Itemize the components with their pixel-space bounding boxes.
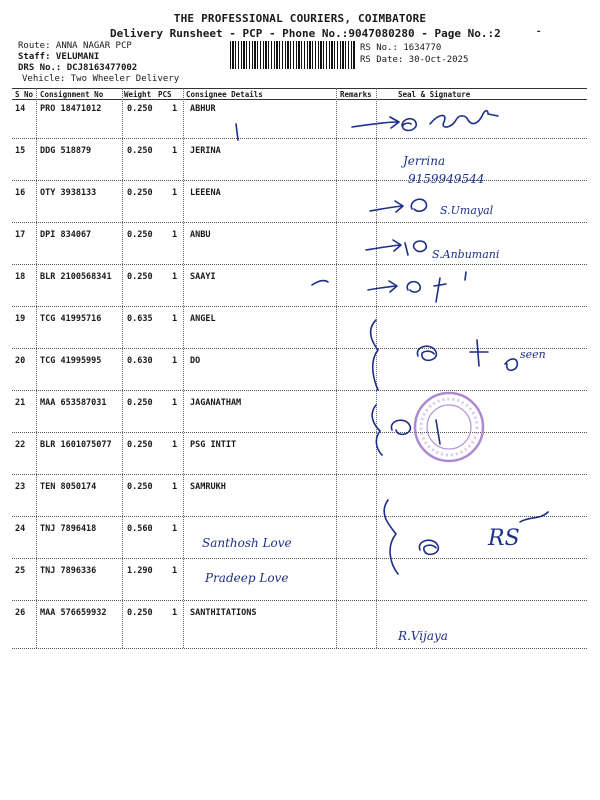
cell-weight: 0.635 bbox=[127, 314, 153, 324]
cell-consignment: PRO 18471012 bbox=[40, 104, 102, 114]
cell-consignee: SANTHITATIONS bbox=[190, 608, 257, 618]
cell-consignment: OTY 3938133 bbox=[40, 188, 97, 198]
cell-consignee: SAAYI bbox=[190, 272, 216, 282]
staff-label: Staff: VELUMANI bbox=[18, 52, 100, 62]
ink-sig-circle bbox=[407, 282, 420, 292]
ink-sig-loop bbox=[505, 359, 517, 370]
cell-sno: 15 bbox=[15, 146, 26, 156]
ink-sig-circle bbox=[417, 346, 436, 360]
cell-consignment: DPI 834067 bbox=[40, 230, 92, 240]
cell-consignee: ANGEL bbox=[190, 314, 216, 324]
cell-pcs: 1 bbox=[172, 440, 178, 450]
ink-sig-stroke bbox=[470, 340, 488, 366]
rs-date: RS Date: 30-Oct-2025 bbox=[360, 55, 469, 65]
cell-consignee: JAGANATHAM bbox=[190, 398, 242, 408]
cell-sno: 14 bbox=[15, 104, 26, 114]
ink-brace bbox=[384, 500, 398, 574]
vehicle-label: Vehicle: Two Wheeler Delivery bbox=[22, 74, 180, 84]
ink-tick-mark bbox=[236, 124, 238, 140]
cell-sno: 22 bbox=[15, 440, 26, 450]
ink-note: Pradeep Love bbox=[205, 571, 289, 585]
cell-weight: 0.250 bbox=[127, 398, 153, 408]
cell-consignment: TNJ 7896418 bbox=[40, 524, 97, 534]
cell-weight: 0.630 bbox=[127, 356, 153, 366]
ink-sig-name: Jerrina bbox=[403, 154, 446, 168]
ink-sig-circle bbox=[419, 540, 438, 554]
company-title: THE PROFESSIONAL COURIERS, COIMBATORE bbox=[173, 12, 427, 25]
cell-consignment: MAA 653587031 bbox=[40, 398, 107, 408]
cell-pcs: 1 bbox=[172, 566, 178, 576]
cell-consignment: DDG 518879 bbox=[40, 146, 92, 156]
cell-pcs: 1 bbox=[172, 524, 178, 534]
rs-number: RS No.: 1634770 bbox=[360, 43, 442, 53]
ink-sig-phone: 9159949544 bbox=[408, 172, 485, 186]
cell-weight: 0.560 bbox=[127, 524, 153, 534]
cell-consignment: MAA 576659932 bbox=[40, 608, 107, 618]
cell-pcs: 1 bbox=[172, 230, 178, 240]
col-header-seal-signature: Seal & Signature bbox=[398, 90, 471, 99]
drs-number: DRS No.: DCJ8163477002 bbox=[18, 63, 138, 73]
ink-sig-stroke bbox=[434, 272, 466, 302]
cell-pcs: 1 bbox=[172, 356, 178, 366]
cell-sno: 19 bbox=[15, 314, 26, 324]
cell-weight: 0.250 bbox=[127, 608, 153, 618]
cell-weight: 0.250 bbox=[127, 230, 153, 240]
cell-consignee: ABHUR bbox=[190, 104, 216, 114]
cell-sno: 17 bbox=[15, 230, 26, 240]
cell-weight: 0.250 bbox=[127, 482, 153, 492]
cell-consignment: TEN 8050174 bbox=[40, 482, 97, 492]
ink-note: Santhosh Love bbox=[202, 536, 292, 550]
ink-brace bbox=[372, 405, 382, 455]
corner-mark: - bbox=[536, 27, 542, 37]
cell-weight: 0.250 bbox=[127, 272, 153, 282]
route-label: Route: ANNA NAGAR PCP bbox=[18, 41, 132, 51]
col-header-consignee: Consignee Details bbox=[186, 90, 263, 99]
ink-sig-initials: RS bbox=[488, 526, 520, 551]
cell-sno: 21 bbox=[15, 398, 26, 408]
cell-pcs: 1 bbox=[172, 146, 178, 156]
cell-consignee: LEEENA bbox=[190, 188, 221, 198]
cell-consignment: TNJ 7896336 bbox=[40, 566, 97, 576]
cell-consignee: PSG INTIT bbox=[190, 440, 237, 450]
cell-sno: 18 bbox=[15, 272, 26, 282]
ink-sig-name: seen bbox=[520, 348, 546, 361]
cell-pcs: 1 bbox=[172, 608, 178, 618]
cell-pcs: 1 bbox=[172, 482, 178, 492]
cell-sno: 26 bbox=[15, 608, 26, 618]
cell-consignment: BLR 2100568341 bbox=[40, 272, 112, 282]
cell-weight: 0.250 bbox=[127, 104, 153, 114]
ink-sig-name: S.Anbumani bbox=[432, 248, 500, 261]
ink-arrow bbox=[370, 201, 403, 212]
ink-stroke bbox=[312, 281, 328, 285]
ink-sig-circle bbox=[391, 420, 410, 434]
ink-sig-circle bbox=[402, 119, 416, 131]
cell-pcs: 1 bbox=[172, 104, 178, 114]
cell-sno: 16 bbox=[15, 188, 26, 198]
cell-sno: 20 bbox=[15, 356, 26, 366]
cell-weight: 0.250 bbox=[127, 440, 153, 450]
ink-sig-scribble bbox=[430, 111, 498, 127]
ink-sig-name: S.Umayal bbox=[440, 204, 494, 217]
cell-sno: 23 bbox=[15, 482, 26, 492]
cell-sno: 24 bbox=[15, 524, 26, 534]
ink-arrow bbox=[368, 281, 397, 292]
runsheet-title: Delivery Runsheet - PCP - Phone No.:9047080280 - Page No.:2 bbox=[110, 27, 501, 40]
cell-consignee: SAMRUKH bbox=[190, 482, 226, 492]
cell-weight: 0.250 bbox=[127, 146, 153, 156]
cell-pcs: 1 bbox=[172, 398, 178, 408]
col-header-pcs: PCS bbox=[158, 90, 172, 99]
col-header-remarks: Remarks bbox=[340, 90, 372, 99]
cell-consignee: DO bbox=[190, 356, 201, 366]
cell-weight: 0.250 bbox=[127, 188, 153, 198]
cell-pcs: 1 bbox=[172, 188, 178, 198]
ink-arrow bbox=[352, 117, 399, 128]
ink-sig-circle bbox=[411, 199, 426, 211]
col-header-sno: S No bbox=[15, 90, 34, 99]
ink-sig-stroke bbox=[520, 512, 548, 522]
col-header-weight: Weight bbox=[124, 90, 152, 99]
ink-sig-stroke bbox=[436, 420, 440, 444]
ink-sig-mark bbox=[405, 241, 426, 255]
cell-consignee: ANBU bbox=[190, 230, 211, 240]
cell-consignment: TCG 41995716 bbox=[40, 314, 102, 324]
ink-brace bbox=[371, 320, 378, 390]
ink-arrow bbox=[366, 240, 401, 251]
cell-consignee: JERINA bbox=[190, 146, 221, 156]
ink-sig-name: R.Vijaya bbox=[398, 629, 448, 643]
cell-consignment: BLR 1601075077 bbox=[40, 440, 112, 450]
cell-sno: 25 bbox=[15, 566, 26, 576]
cell-pcs: 1 bbox=[172, 314, 178, 324]
seal-stamp bbox=[415, 393, 483, 461]
col-header-consignment: Consignment No bbox=[40, 90, 104, 99]
cell-pcs: 1 bbox=[172, 272, 178, 282]
cell-consignment: TCG 41995995 bbox=[40, 356, 102, 366]
cell-weight: 1.290 bbox=[127, 566, 153, 576]
